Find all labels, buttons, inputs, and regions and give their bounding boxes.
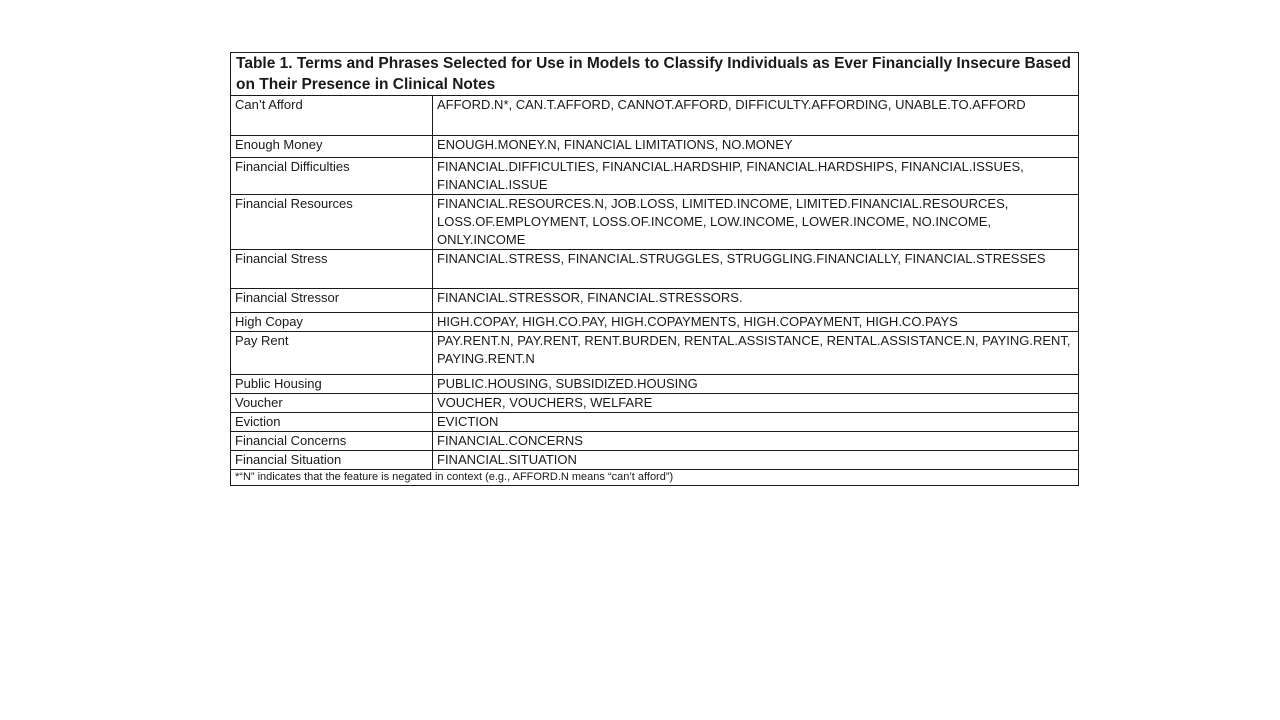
term-cell: Enough Money bbox=[231, 136, 433, 158]
phrases-cell: FINANCIAL.RESOURCES.N, JOB.LOSS, LIMITED.INCOME, LIMITED.FINANCIAL.RESOURCES, LOSS.OF.EMPLOYMENT, LOSS.OF.INCOME, LOW.INCOME, LOWER.INCOME, NO.INCOME, ONLY.INCOME bbox=[433, 195, 1079, 250]
table-row bbox=[231, 313, 1079, 332]
term-cell: Financial Situation bbox=[231, 451, 433, 470]
table-row bbox=[231, 413, 1079, 432]
table-footnote-row bbox=[231, 470, 1079, 486]
phrases-cell: PAY.RENT.N, PAY.RENT, RENT.BURDEN, RENTAL.ASSISTANCE, RENTAL.ASSISTANCE.N, PAYING.RENT, PAYING.RENT.N bbox=[433, 332, 1079, 375]
table-row bbox=[231, 136, 1079, 158]
term-cell: Voucher bbox=[231, 394, 433, 413]
term-cell: Financial Stressor bbox=[231, 289, 433, 313]
term-cell: Financial Stress bbox=[231, 250, 433, 289]
term-cell: Eviction bbox=[231, 413, 433, 432]
phrases-cell: EVICTION bbox=[433, 413, 1079, 432]
phrases-cell: PUBLIC.HOUSING, SUBSIDIZED.HOUSING bbox=[433, 375, 1079, 394]
table-row bbox=[231, 432, 1079, 451]
term-cell: Public Housing bbox=[231, 375, 433, 394]
term-cell: Financial Resources bbox=[231, 195, 433, 250]
term-cell: Financial Difficulties bbox=[231, 158, 433, 195]
term-cell: Financial Concerns bbox=[231, 432, 433, 451]
phrases-cell: FINANCIAL.SITUATION bbox=[433, 451, 1079, 470]
table-row bbox=[231, 375, 1079, 394]
terms-table bbox=[230, 52, 1079, 486]
table-row bbox=[231, 451, 1079, 470]
table-row bbox=[231, 394, 1079, 413]
phrases-cell: HIGH.COPAY, HIGH.CO.PAY, HIGH.COPAYMENTS, HIGH.COPAYMENT, HIGH.CO.PAYS bbox=[433, 313, 1079, 332]
phrases-cell: FINANCIAL.DIFFICULTIES, FINANCIAL.HARDSHIP, FINANCIAL.HARDSHIPS, FINANCIAL.ISSUES, FINANCIAL.ISSUE bbox=[433, 158, 1079, 195]
phrases-cell: ENOUGH.MONEY.N, FINANCIAL LIMITATIONS, NO.MONEY bbox=[433, 136, 1079, 158]
term-cell: High Copay bbox=[231, 313, 433, 332]
table-row bbox=[231, 332, 1079, 375]
table-row bbox=[231, 158, 1079, 195]
term-cell: Pay Rent bbox=[231, 332, 433, 375]
table-row bbox=[231, 289, 1079, 313]
phrases-cell: FINANCIAL.STRESS, FINANCIAL.STRUGGLES, STRUGGLING.FINANCIALLY, FINANCIAL.STRESSES bbox=[433, 250, 1079, 289]
table-row bbox=[231, 195, 1079, 250]
phrases-cell: VOUCHER, VOUCHERS, WELFARE bbox=[433, 394, 1079, 413]
table-title: Table 1. Terms and Phrases Selected for Use in Models to Classify Individuals as Ever Financially Insecure Based on Their Presence in Clinical Notes bbox=[231, 53, 1079, 96]
table-title-row bbox=[231, 53, 1079, 96]
table-row bbox=[231, 250, 1079, 289]
table-footnote: *“N” indicates that the feature is negated in context (e.g., AFFORD.N means “can’t afford”) bbox=[231, 470, 1079, 486]
phrases-cell: AFFORD.N*, CAN.T.AFFORD, CANNOT.AFFORD, DIFFICULTY.AFFORDING, UNABLE.TO.AFFORD bbox=[433, 96, 1079, 136]
phrases-cell: FINANCIAL.STRESSOR, FINANCIAL.STRESSORS. bbox=[433, 289, 1079, 313]
term-cell: Can’t Afford bbox=[231, 96, 433, 136]
phrases-cell: FINANCIAL.CONCERNS bbox=[433, 432, 1079, 451]
table-row bbox=[231, 96, 1079, 136]
